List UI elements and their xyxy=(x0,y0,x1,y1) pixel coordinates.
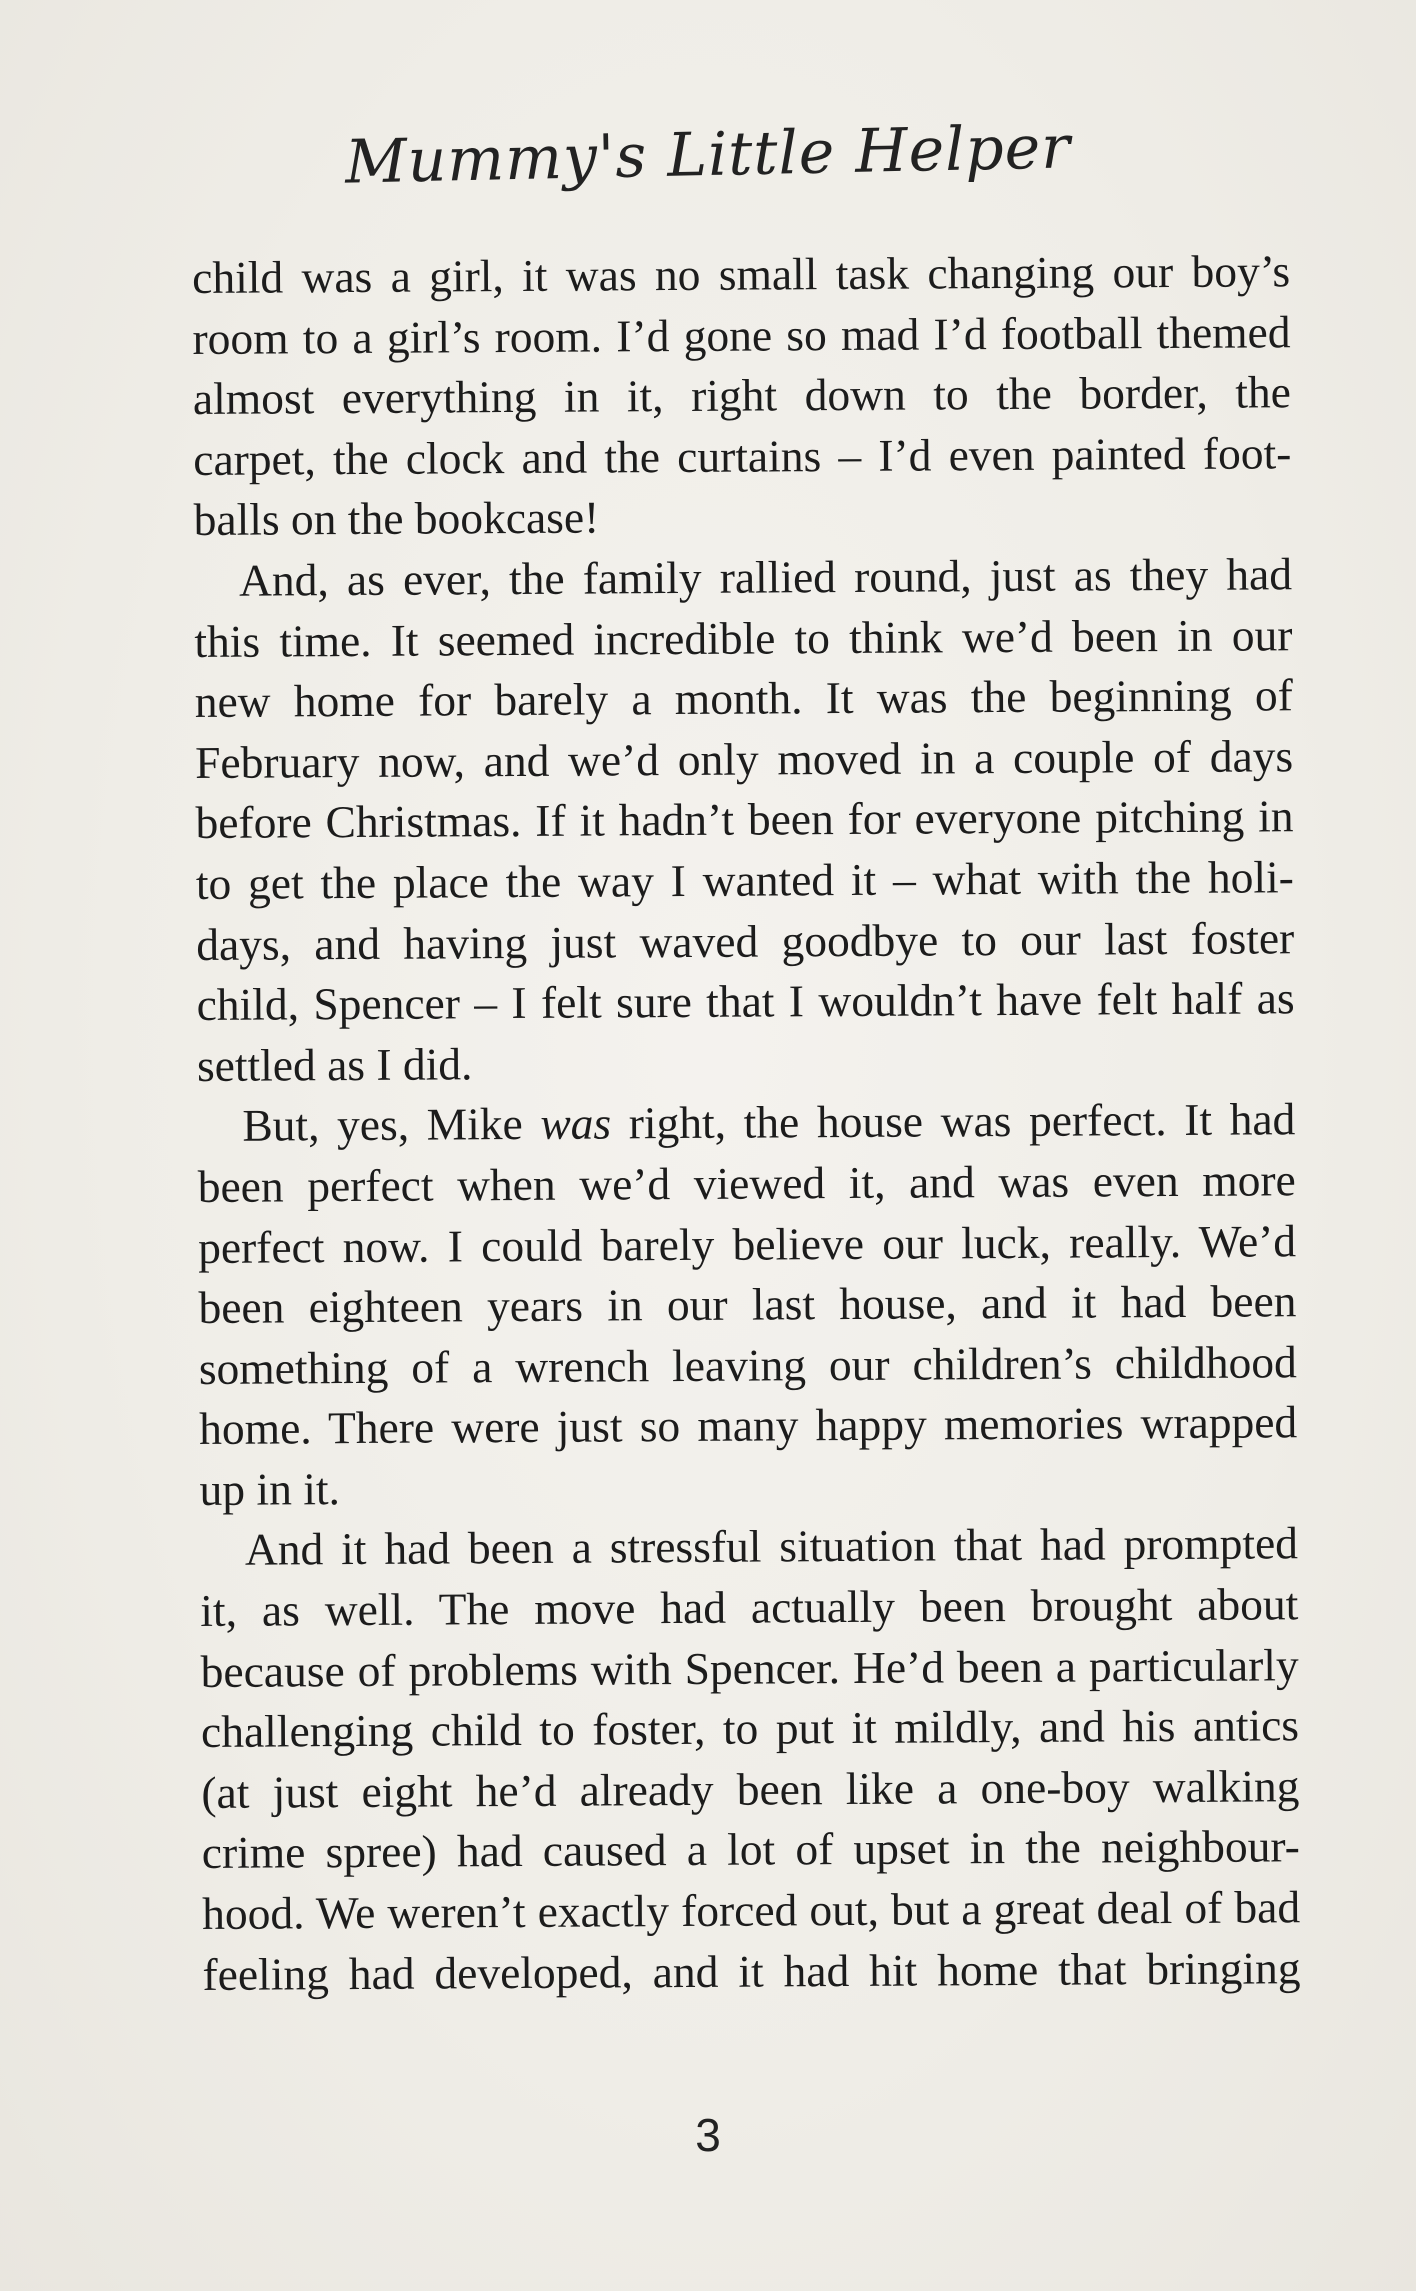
text-line: And, as ever, the family rallied round, just as they had xyxy=(238,548,1293,606)
text-line: room to a girl’s room. I’d gone so mad I’d football themed xyxy=(192,305,1291,364)
text-line: up in it. xyxy=(199,1462,341,1515)
text-line: balls on the bookcase! xyxy=(193,491,600,546)
text-line: perfect now. I could barely believe our luck, really. We’d xyxy=(197,1214,1297,1273)
text-line: child, Spencer – I felt sure that I wouldn’t have felt half as xyxy=(196,972,1295,1031)
text-line: February now, and we’d only moved in a couple of days xyxy=(194,730,1294,788)
text-line: crime spree) had caused a lot of upset in the neighbour- xyxy=(201,1820,1300,1879)
text-line: hood. We weren’t exactly forced out, but a great deal of bad xyxy=(202,1881,1301,1939)
text-line: challenging child to foster, to put it mildly, and his antics xyxy=(200,1699,1300,1758)
text-line: feeling had developed, and it had hit home that bringing xyxy=(202,1941,1301,2000)
text-line: child was a girl, it was no small task changing our boy’s xyxy=(192,245,1291,303)
text-line: new home for barely a month. It was the beginning of xyxy=(194,669,1293,728)
text-line: settled as I did. xyxy=(196,1038,473,1091)
text-line: And it had been a stressful situation that had prompted xyxy=(244,1517,1299,1576)
text-line: before Christmas. If it hadn’t been for everyone pitching in xyxy=(195,790,1294,849)
text-line: this time. It seemed incredible to think we’d been in our xyxy=(194,608,1293,667)
text-line: home. There were just so many happy memories wrapped xyxy=(199,1396,1298,1455)
text-line: to get the place the way I wanted it – what with the holi- xyxy=(195,851,1295,909)
text-line: (at just eight he’d already been like a one-boy walking xyxy=(201,1760,1300,1818)
running-head: Mummy's Little Helper xyxy=(344,112,1072,198)
text-line: carpet, the clock and the curtains – I’d even painted foot- xyxy=(193,427,1292,485)
text-line: almost everything in it, right down to the border, the xyxy=(192,366,1292,425)
text-line: been perfect when we’d viewed it, and was even more xyxy=(197,1154,1296,1212)
page-number: 3 xyxy=(695,2109,721,2161)
text-line: days, and having just waved goodbye to our last foster xyxy=(196,911,1295,970)
body-text xyxy=(192,241,1301,2005)
text-line: But, yes, Mike was right, the house was perfect. It had xyxy=(242,1093,1296,1152)
text-line: because of problems with Spencer. He’d been a particularly xyxy=(200,1638,1299,1697)
text-line: something of a wrench leaving our children’s childhood xyxy=(198,1335,1297,1394)
text-line: it, as well. The move had actually been brought about xyxy=(200,1578,1299,1637)
text-line: been eighteen years in our last house, and it had been xyxy=(198,1275,1297,1334)
emphasis: was xyxy=(540,1097,612,1150)
